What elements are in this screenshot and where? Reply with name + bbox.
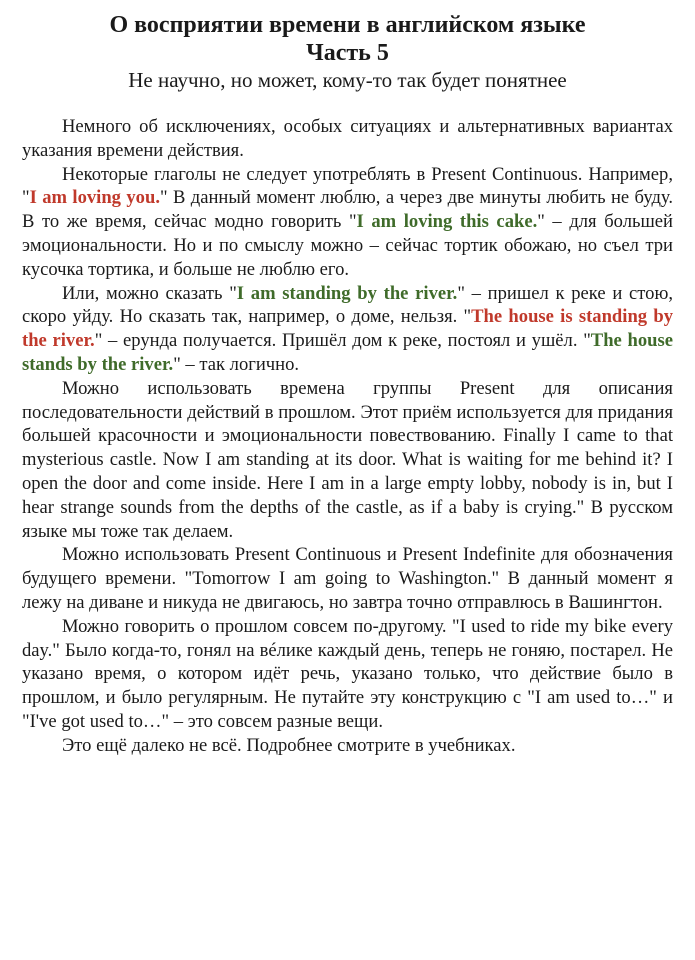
paragraph-intro bbox=[22, 115, 673, 163]
paragraph-text: Немного об исключениях, особых ситуациях и альтернативных вариантах указания времени действия. bbox=[22, 116, 673, 161]
paragraph-text: Некоторые глаголы не следует употреблять в Present Continuous. Например, " bbox=[22, 163, 673, 209]
paragraph-text: Это ещё далеко не всё. Подробнее смотрите в учебниках. bbox=[62, 734, 516, 756]
paragraph-narrative-present bbox=[22, 377, 673, 544]
paragraph-text: Или, можно сказать " bbox=[62, 282, 237, 304]
paragraph-text: " – для большей эмоциональности. Но и по смыслу можно – сейчас тортик обожаю, но съел три кусочка тортика, и больше не люблю его. bbox=[22, 211, 673, 280]
example-correct: The house stands by the river. bbox=[22, 330, 673, 375]
article-body bbox=[22, 115, 673, 758]
example-correct: I am loving this cake. bbox=[356, 211, 538, 233]
paragraph-future bbox=[22, 543, 673, 614]
paragraph-conclusion bbox=[22, 734, 673, 758]
article-subtitle: Не научно, но может, кому-то так будет понятнее bbox=[128, 68, 567, 92]
paragraph-text: Можно использовать Present Continuous и Present Indefinite для обозначения будущего времени. "Tomorrow I am going to Washington." В данный момент я лежу на диване и никуда не двигаюсь, но завтра точно отправлюсь в Вашингтон. bbox=[22, 544, 673, 613]
article-title: О восприятии времени в английском языке bbox=[109, 12, 586, 38]
part-number: Часть 5 bbox=[306, 40, 389, 66]
example-correct: I am standing by the river. bbox=[236, 282, 458, 304]
paragraph-text: " В данный момент люблю, а через две минуты любить не буду. В то же время, сейчас модно говорить " bbox=[22, 187, 673, 233]
example-incorrect: The house is standing by the river. bbox=[22, 306, 674, 352]
paragraph-text: " – ерунда получается. Пришёл дом к реке, постоял и ушёл. " bbox=[94, 330, 591, 352]
paragraph-standing bbox=[22, 282, 673, 377]
paragraph-text: " – пришел к реке и стою, скоро уйду. Но сказать так, например, о доме, нельзя. " bbox=[22, 282, 674, 328]
paragraph-text: " – так логично. bbox=[173, 353, 300, 375]
paragraph-text: Можно использовать времена группы Present для описания последовательности действий в прошлом. Этот приём используется для придания большей красочности и эмоциональности повествованию. Finally I came to that mysterious castle. Now I am standing at its door. What is waiting for me behind it? I open the door and come inside. Here I am in a large empty lobby, nobody is in, but I hear strange sounds from the depths of the castle, as if a baby is crying." В русском языке мы тоже так делаем. bbox=[22, 377, 673, 542]
paragraph-text: Можно говорить о прошлом совсем по-другому. "I used to ride my bike every day." Было когда-то, гонял на вéлике каждый день, теперь не гоняю, постарел. Не указано время, о котором идёт речь, указано только, что действие было в прошлом, и было регулярным. Не путайте эту конструкцию с "I am used to…" и "I've got used to…" – это совсем разные вещи. bbox=[22, 615, 673, 732]
paragraph-loving bbox=[22, 163, 673, 282]
example-incorrect: I am loving you. bbox=[29, 187, 160, 209]
paragraph-used-to bbox=[22, 615, 673, 734]
